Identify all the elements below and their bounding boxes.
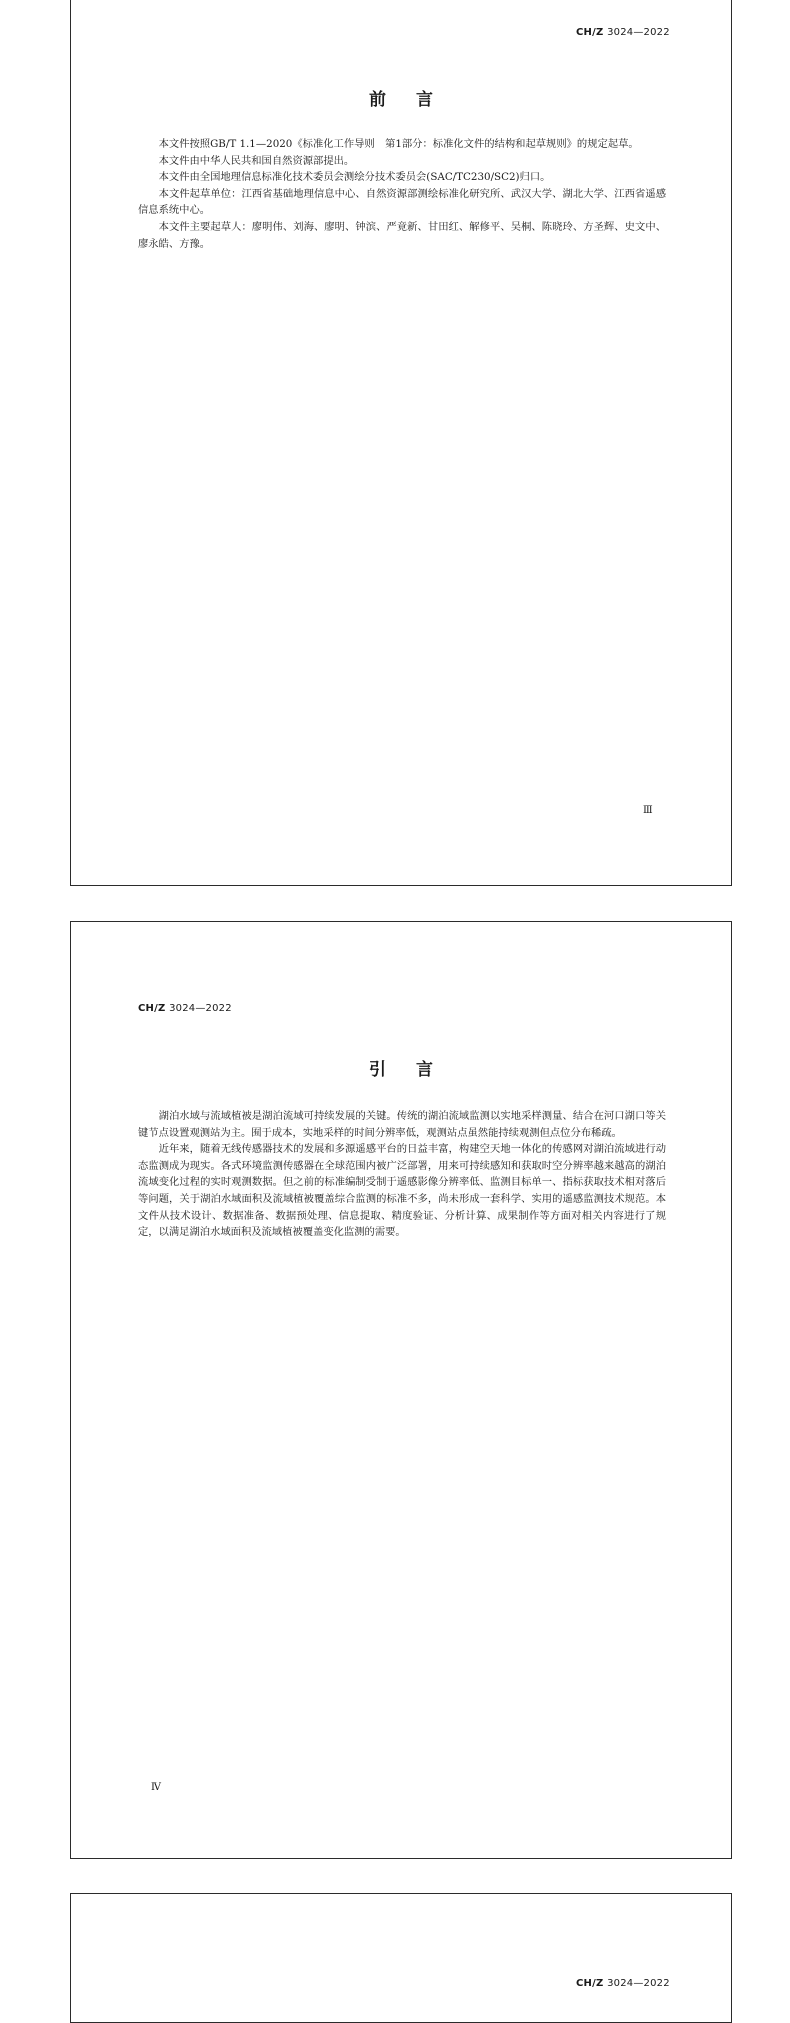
standard-code-prefix: CH/Z <box>576 1978 604 1989</box>
page-number: Ⅲ <box>643 805 653 816</box>
introduction-body <box>138 1108 666 1241</box>
standard-code-number: 3024—2022 <box>169 1003 232 1014</box>
document-page-partial <box>70 1893 732 2023</box>
foreword-body <box>138 136 666 252</box>
document-page-foreword <box>70 0 732 886</box>
standard-code-header <box>576 1978 670 1989</box>
standard-code-header <box>138 1003 232 1014</box>
standard-code-number: 3024—2022 <box>607 1978 670 1989</box>
page-number: Ⅳ <box>151 1782 161 1793</box>
document-page-introduction <box>70 921 732 1859</box>
page-title: 引言 <box>369 1060 463 1080</box>
paragraph: 本文件主要起草人：廖明伟、刘海、廖明、钟滨、严竟新、甘田红、解修平、吴桐、陈晓玲、方圣辉、史文中、廖永皓、方豫。 <box>138 220 666 250</box>
paragraph: 本文件起草单位：江西省基础地理信息中心、自然资源部测绘标准化研究所、武汉大学、湖北大学、江西省遥感信息系统中心。 <box>138 187 666 217</box>
paragraph: 近年来，随着无线传感器技术的发展和多源遥感平台的日益丰富，构建空天地一体化的传感网对湖泊流域进行动态监测成为现实。各式环境监测传感器在全球范围内被广泛部署，用来可持续感知和获取时空分辨率越来越高的湖泊流域变化过程的实时观测数据。但之前的标准编制受制于遥感影像分辨率低、监测目标单一、指标获取技术相对落后等问题，关于湖泊水域面积及流域植被覆盖综合监测的标准不多，尚未形成一套科学、实用的遥感监测技术规范。本文件从技术设计、数据准备、数据预处理、信息提取、精度验证、分析计算、成果制作等方面对相关内容进行了规定，以满足湖泊水域面积及流域植被覆盖变化监测的需要。 <box>138 1143 666 1239</box>
paragraph: 本文件由全国地理信息标准化技术委员会测绘分技术委员会(SAC/TC230/SC2)归口。 <box>158 171 551 184</box>
paragraph: 本文件按照GB/T 1.1—2020《标准化工作导则 第1部分：标准化文件的结构和起草规则》的规定起草。 <box>158 138 639 150</box>
paragraph: 本文件由中华人民共和国自然资源部提出。 <box>158 154 355 167</box>
paragraph: 湖泊水域与流域植被是湖泊流域可持续发展的关键。传统的湖泊流域监测以实地采样测量、结合在河口湖口等关键节点设置观测站为主。囿于成本，实地采样的时间分辨率低，观测站点虽然能持续观测但点位分布稀疏。 <box>138 1110 666 1139</box>
standard-code-prefix: CH/Z <box>576 27 604 38</box>
page-title: 前言 <box>369 90 463 110</box>
standard-code-header <box>576 27 670 38</box>
standard-code-number: 3024—2022 <box>607 27 670 38</box>
standard-code-prefix: CH/Z <box>138 1003 166 1014</box>
